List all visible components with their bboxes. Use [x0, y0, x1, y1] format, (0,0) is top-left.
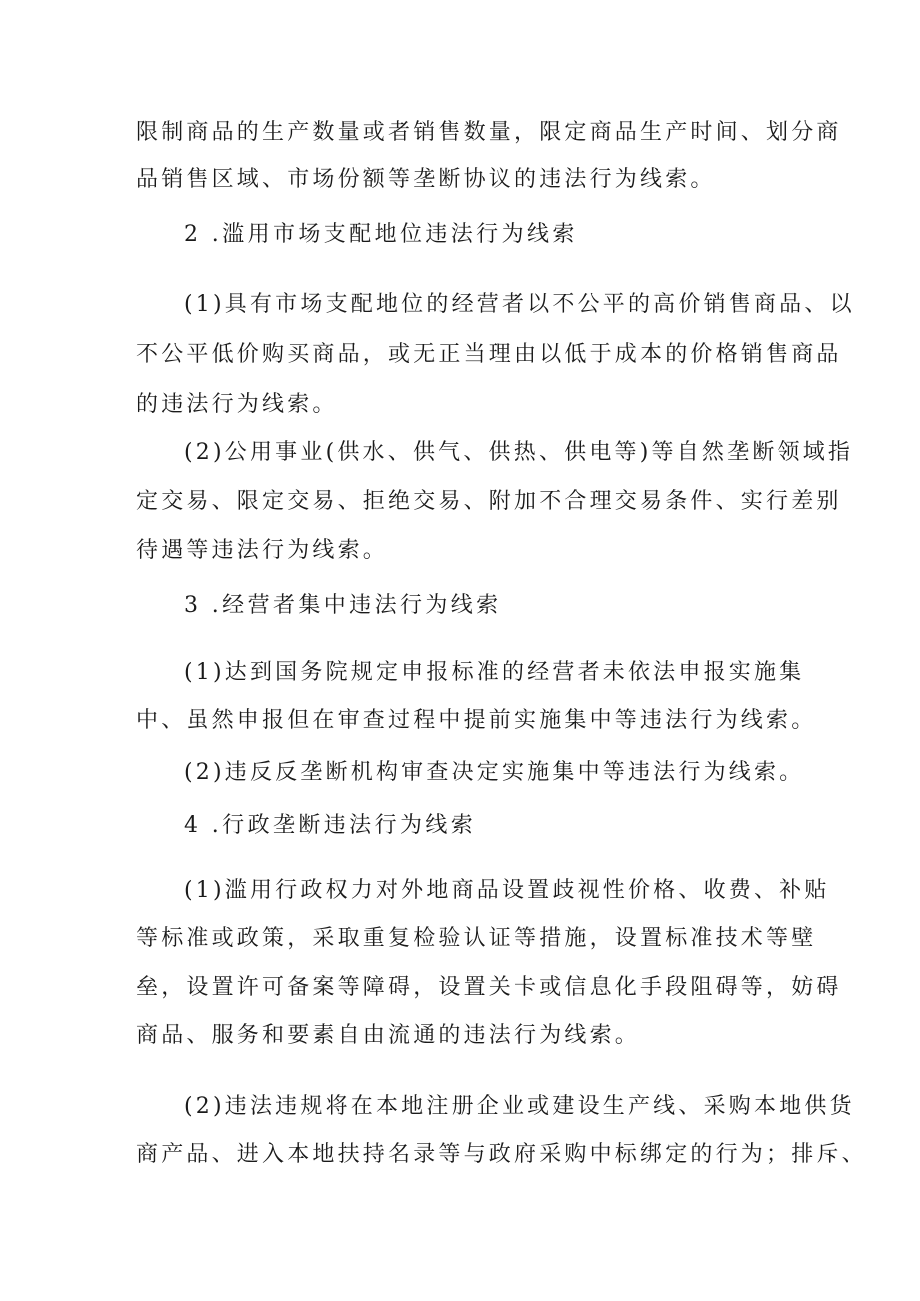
paragraph-line: 等标准或政策，采取重复检验认证等措施，设置标准技术等壁 — [136, 926, 817, 951]
paragraph-line: 限制商品的生产数量或者销售数量，限定商品生产时间、划分商 — [136, 120, 842, 145]
section-heading-4: 4 .行政垄断违法行为线索 — [184, 813, 477, 838]
paragraph-line: (1)达到国务院规定申报标准的经营者未依法申报实施集 — [184, 660, 805, 685]
paragraph-line: 的违法行为线索。 — [136, 392, 338, 417]
paragraph-line: 不公平低价购买商品，或无正当理由以低于成本的价格销售商品 — [136, 342, 842, 367]
paragraph-line: 垒，设置许可备案等障碍，设置关卡或信息化手段阻碍等，妨碍 — [136, 975, 842, 1000]
paragraph-line: 品销售区域、市场份额等垄断协议的违法行为线索。 — [136, 167, 716, 192]
paragraph-line: (1)具有市场支配地位的经营者以不公平的高价销售商品、以 — [184, 292, 855, 317]
paragraph-line: 商产品、进入本地扶持名录等与政府采购中标绑定的行为；排斥、 — [136, 1142, 867, 1167]
paragraph-line: (2)违反反垄断机构审查决定实施集中等违法行为线索。 — [184, 760, 805, 785]
paragraph-line: 待遇等违法行为线索。 — [136, 538, 389, 563]
paragraph-line: (1)滥用行政权力对外地商品设置歧视性价格、收费、补贴 — [184, 878, 830, 903]
paragraph-line: 商品、服务和要素自由流通的违法行为线索。 — [136, 1023, 641, 1048]
section-heading-3: 3 .经营者集中违法行为线索 — [184, 593, 502, 618]
paragraph-line: (2)违法违规将在本地注册企业或建设生产线、采购本地供货 — [184, 1094, 855, 1119]
section-heading-2: 2 .滥用市场支配地位违法行为线索 — [184, 222, 578, 247]
paragraph-line: 中、虽然申报但在审查过程中提前实施集中等违法行为线索。 — [136, 708, 817, 733]
paragraph-line: 定交易、限定交易、拒绝交易、附加不合理交易条件、实行差别 — [136, 489, 842, 514]
paragraph-line: (2)公用事业(供水、供气、供热、供电等)等自然垄断领域指 — [184, 440, 854, 465]
